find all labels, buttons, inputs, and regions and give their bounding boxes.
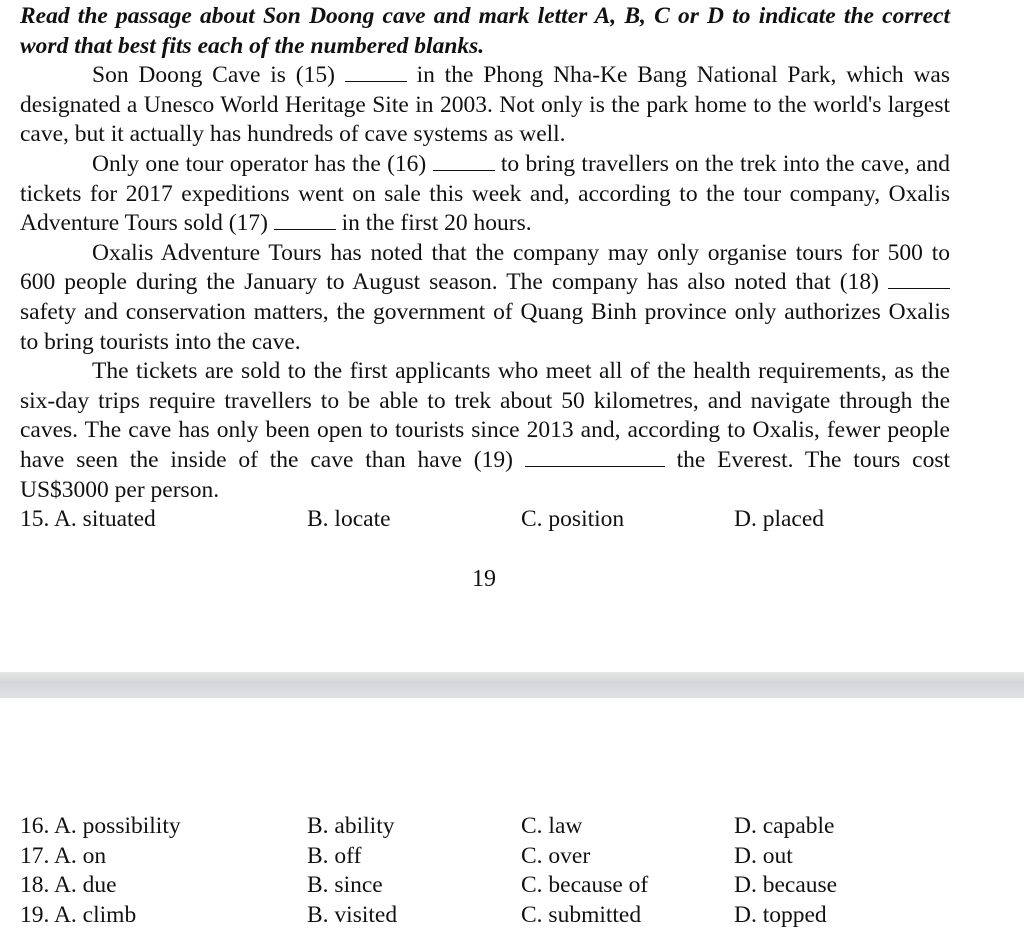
option-19-d[interactable]: D. topped [734,902,827,928]
option-16-b[interactable]: B. ability [307,813,395,839]
blank-17 [274,209,336,230]
option-17-d[interactable]: D. out [734,843,793,869]
paragraph-2: Only one tour operator has the (16) to bring travellers on the trek into the cave, and tickets for 2017 expeditions went on sale this week and, according to the tour company, Oxalis Adventure Tours sold (17) in the first 20 hours. [20,150,951,237]
option-17-a[interactable]: 17. A. on [20,843,107,869]
question-18 [20,871,1020,901]
paragraph-4: The tickets are sold to the first applicants who meet all of the health requirements, as the six-day trips require travellers to be able to trek about 50 kilometres, and navigate through the caves. The cave has only been open to tourists since 2013 and, according to Oxalis, fewer people have seen the inside of the cave than have (19) the Everest. The tours cost US$3000 per person. [20,358,951,503]
page-bottom [0,698,1024,936]
question-16 [20,812,1020,842]
option-19-c[interactable]: C. submitted [521,902,642,928]
option-19-a[interactable]: 19. A. climb [20,902,137,928]
option-18-d[interactable]: D. because [734,872,838,898]
option-15-c[interactable]: C. position [521,506,625,532]
passage-block [20,2,950,505]
instruction-text: Read the passage about Son Doong cave and mark letter A, B, C or D to indicate the correct word that best fits each of the numbered blanks. [20,3,950,59]
blank-18 [888,268,950,289]
paragraph-3: Oxalis Adventure Tours has noted that the company may only organise tours for 500 to 600 people during the January to August season. The company has also noted that (18) safety and conservation matters, the government of Quang Binh province only authorizes Oxalis to bring tourists into the cave. [20,239,950,355]
option-16-a[interactable]: 16. A. possibility [20,813,181,839]
option-15-a[interactable]: 15. A. situated [20,506,156,532]
blank-15 [345,61,407,82]
option-18-a[interactable]: 18. A. due [20,872,117,898]
option-15-b[interactable]: B. locate [307,506,391,532]
option-19-b[interactable]: B. visited [307,902,398,928]
option-17-b[interactable]: B. off [307,843,362,869]
option-16-c[interactable]: C. law [521,813,583,839]
paragraph-1: Son Doong Cave is (15) in the Phong Nha-Ke Bang National Park, which was designated a Unesco World Heritage Site in 2003. Not only is the park home to the world's largest cave, but it actually has hundreds of cave systems as well. [20,62,951,148]
option-18-b[interactable]: B. since [307,872,383,898]
option-16-d[interactable]: D. capable [734,813,835,839]
blank-16 [433,150,495,171]
question-17 [20,842,1020,872]
page-number: 19 [472,566,496,592]
question-15 [20,505,1020,535]
option-17-c[interactable]: C. over [521,843,591,869]
blank-19 [525,446,665,467]
page-separator [0,672,1024,698]
option-18-c[interactable]: C. because of [521,872,649,898]
question-19 [20,901,1020,931]
option-15-d[interactable]: D. placed [734,506,825,532]
